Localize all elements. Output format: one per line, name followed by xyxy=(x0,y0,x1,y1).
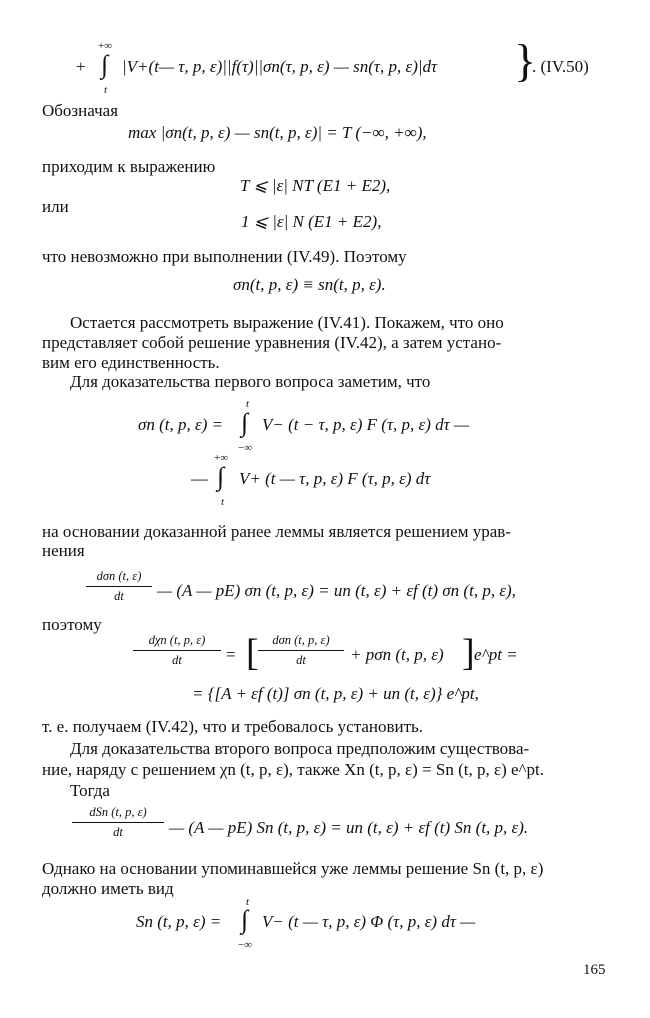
equation-diff1: — (A — pE) σn (t, p, ε) = un (t, ε) + εf (t) σn (t, p, ε), xyxy=(157,581,516,600)
paragraph-line: представляет собой решение уравнения (IV.42), а затем устано- xyxy=(42,333,502,352)
equation-diff2: — (A — pE) Sn (t, p, ε) = un (t, ε) + εf (t) Sn (t, p, ε). xyxy=(169,818,529,837)
fraction-dchi-dt xyxy=(133,632,221,667)
equation-iv50-integrand: |V+(t— τ, p, ε)||f(τ)||σn(τ, p, ε) — sn(τ, p, ε)|dτ xyxy=(122,57,438,76)
paragraph-line: Для доказательства второго вопроса предположим существова- xyxy=(70,739,530,758)
paragraph-line: т. е. получаем (IV.42), что и требовалось установить. xyxy=(42,717,424,736)
paragraph-line: должно иметь вид xyxy=(42,879,174,898)
equation-T-inequality: T ⩽ |ε| NT (E1 + E2), xyxy=(240,176,391,195)
equation-chi-exp: e^pt = xyxy=(474,645,518,664)
equation-S-integrand: V− (t — τ, p, ε) Φ (τ, p, ε) dτ — xyxy=(262,912,476,931)
equation-sigma-lhs: σn (t, p, ε) = xyxy=(138,415,224,434)
integral-upper-limit: +∞ xyxy=(214,452,229,464)
fraction-numerator: dσn (t, ε) xyxy=(96,569,142,583)
fraction-dS-dt xyxy=(72,804,164,839)
equation-max: max |σn(t, p, ε) — sn(t, p, ε)| = T (−∞, +∞), xyxy=(128,123,427,142)
fraction-bar xyxy=(258,650,344,651)
equation-S-lhs: Sn (t, p, ε) = xyxy=(136,912,222,931)
paragraph-line: на основании доказанной ранее леммы является решением урав- xyxy=(42,522,511,541)
text-arrive: приходим к выражению xyxy=(42,157,216,176)
fraction-denominator: dt xyxy=(296,653,306,667)
integral-sign: ∫ xyxy=(241,408,249,437)
equation-plus-sign: + xyxy=(76,57,86,76)
paragraph-line: вим его единственность. xyxy=(42,353,220,372)
equation-minus-sign: — xyxy=(191,469,208,488)
fraction-numerator: dSn (t, p, ε) xyxy=(89,805,147,819)
equation-sigma-integrand: V− (t − τ, p, ε) F (τ, p, ε) dτ — xyxy=(262,415,470,434)
equation-tag-iv50: . (IV.50) xyxy=(532,57,589,76)
left-bracket: [ xyxy=(246,632,259,674)
equation-chi-inner: + pσn (t, p, ε) xyxy=(350,645,444,664)
integral-sign: ∫ xyxy=(101,50,109,79)
paragraph-line: нения xyxy=(42,541,85,560)
fraction-bar xyxy=(86,586,152,587)
integral-lower-limit: −∞ xyxy=(238,939,253,951)
equation-one-inequality: 1 ⩽ |ε| N (E1 + E2), xyxy=(241,212,382,231)
fraction-denominator: dt xyxy=(172,653,182,667)
integral-lower-limit: t xyxy=(104,84,108,96)
integral-upper-limit: t xyxy=(246,896,250,908)
equation-sigma-integrand-2: V+ (t — τ, p, ε) F (τ, p, ε) dτ xyxy=(239,469,431,488)
page-number: 165 xyxy=(583,962,606,978)
paragraph-line: ние, наряду с решением χn (t, p, ε), также Xn (t, p, ε) = Sn (t, p, ε) e^pt. xyxy=(42,760,544,779)
integral-upper-limit: t xyxy=(246,398,250,410)
paragraph-line: Остается рассмотреть выражение (IV.41). Покажем, что оно xyxy=(70,313,504,332)
fraction-bar xyxy=(72,822,164,823)
equation-chi-continued: = {[A + εf (t)] σn (t, p, ε) + un (t, ε)} e^pt, xyxy=(192,684,479,703)
integral-lower-limit: −∞ xyxy=(238,442,253,454)
paragraph-line: Для доказательства первого вопроса заметим, что xyxy=(70,372,431,391)
text-or: или xyxy=(42,197,69,216)
fraction-dsigma-dt xyxy=(86,568,152,603)
fraction-denominator: dt xyxy=(114,589,124,603)
integral-upper-limit: +∞ xyxy=(98,40,113,52)
fraction-denominator: dt xyxy=(113,825,123,839)
integral-sign: ∫ xyxy=(217,462,225,491)
fraction-dsigma-dt xyxy=(258,632,344,667)
integral-sign: ∫ xyxy=(241,905,249,934)
fraction-numerator: dχn (t, p, ε) xyxy=(148,633,206,647)
equation-equals-sign: = xyxy=(226,645,236,664)
text-impossible: что невозможно при выполнении (IV.49). Поэтому xyxy=(42,247,407,266)
integral-lower-limit: t xyxy=(221,496,225,508)
paragraph-line: Тогда xyxy=(70,781,110,800)
paragraph-line: Однако на основании упоминавшейся уже леммы решение Sn (t, p, ε) xyxy=(42,859,544,878)
equation-sigma-equiv: σn(t, p, ε) ≡ sn(t, p, ε). xyxy=(233,275,386,294)
right-bracket: ] xyxy=(462,632,475,674)
text-denoting: Обозначая xyxy=(42,101,119,120)
fraction-numerator: dσn (t, p, ε) xyxy=(272,633,330,647)
closing-brace: } xyxy=(514,35,537,86)
text-therefore: поэтому xyxy=(42,615,102,634)
fraction-bar xyxy=(133,650,221,651)
